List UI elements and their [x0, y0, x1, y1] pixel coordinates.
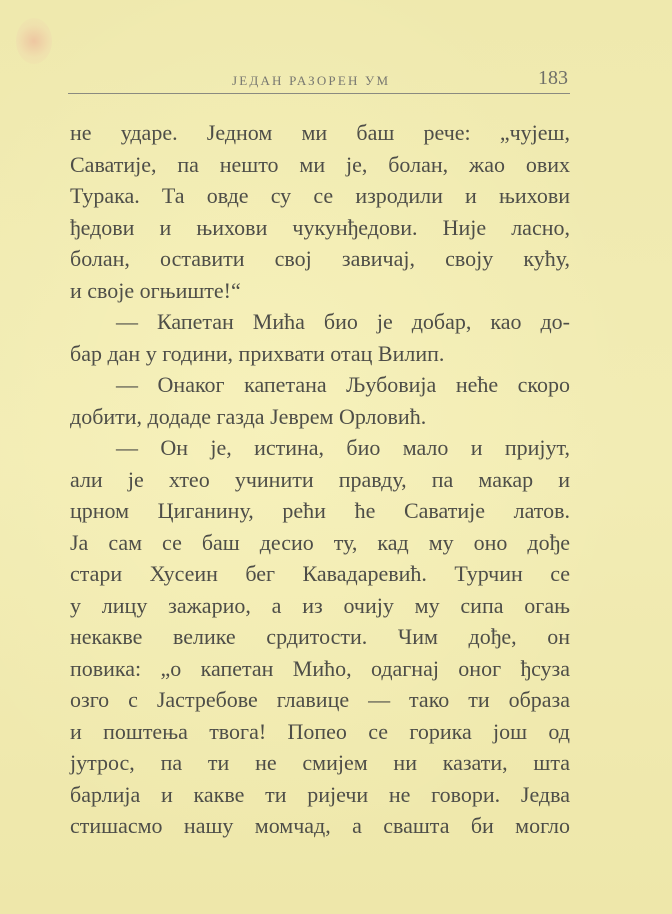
text-line: повика: „о капетан Мићо, одагнај оног ђсуза: [70, 655, 570, 681]
text-line: некакве велике срдитости. Чим дође, он: [70, 624, 570, 649]
running-title: ЈЕДАН РАЗОРЕН УМ: [232, 73, 391, 88]
text-line: болан, оставити свој завичај, своју кућу,: [70, 246, 570, 271]
text-line: — Капетан Мића био је добар, као до-: [116, 309, 570, 334]
body-text: [70, 117, 570, 842]
text-line: ђедови и њихови чукунђедови. Није ласно,: [70, 214, 570, 240]
text-line: Турака. Та овде су се изродили и њихови: [70, 183, 570, 208]
text-line: добити, додаде газда Јеврем Орловић.: [70, 403, 427, 429]
text-line: не ударе. Једном ми баш рече: „чујеш,: [70, 120, 570, 145]
text-line: — Онаког капетана Љубовија неће скоро: [116, 372, 570, 397]
text-line: Саватије, па нешто ми је, болан, жао ових: [70, 151, 570, 177]
text-line: озго с Јастребове главице — тако ти образа: [70, 687, 570, 712]
text-line: стишасмо нашу момчад, а свашта би могло: [70, 813, 570, 838]
header-rule: [68, 93, 570, 94]
text-line: Ја сам се баш десио ту, кад му оно дође: [70, 529, 570, 555]
text-line: али је хтео учинити правду, па макар и: [70, 466, 570, 492]
text-line: бар дан у години, прихвати отац Вилип.: [70, 340, 445, 366]
page-number: 183: [538, 67, 568, 89]
text-line: и поштења твога! Попео се горика још од: [70, 718, 570, 744]
paper-stain: [16, 18, 52, 64]
text-line: — Он је, истина, био мало и пријут,: [116, 435, 570, 460]
text-line: јутрос, па ти не смијем ни казати, шта: [70, 750, 570, 775]
text-line: и своје огњиште!“: [70, 277, 241, 303]
text-line: стари Хусеин бег Кавадаревић. Турчин се: [70, 561, 570, 586]
text-line: барлија и какве ти ријечи не говори. Једва: [70, 781, 570, 807]
text-line: у лицу зажарио, а из очију му сипа огањ: [70, 592, 570, 618]
page-header: [68, 64, 570, 94]
text-line: црном Циганину, рећи ће Саватије латов.: [70, 498, 570, 523]
